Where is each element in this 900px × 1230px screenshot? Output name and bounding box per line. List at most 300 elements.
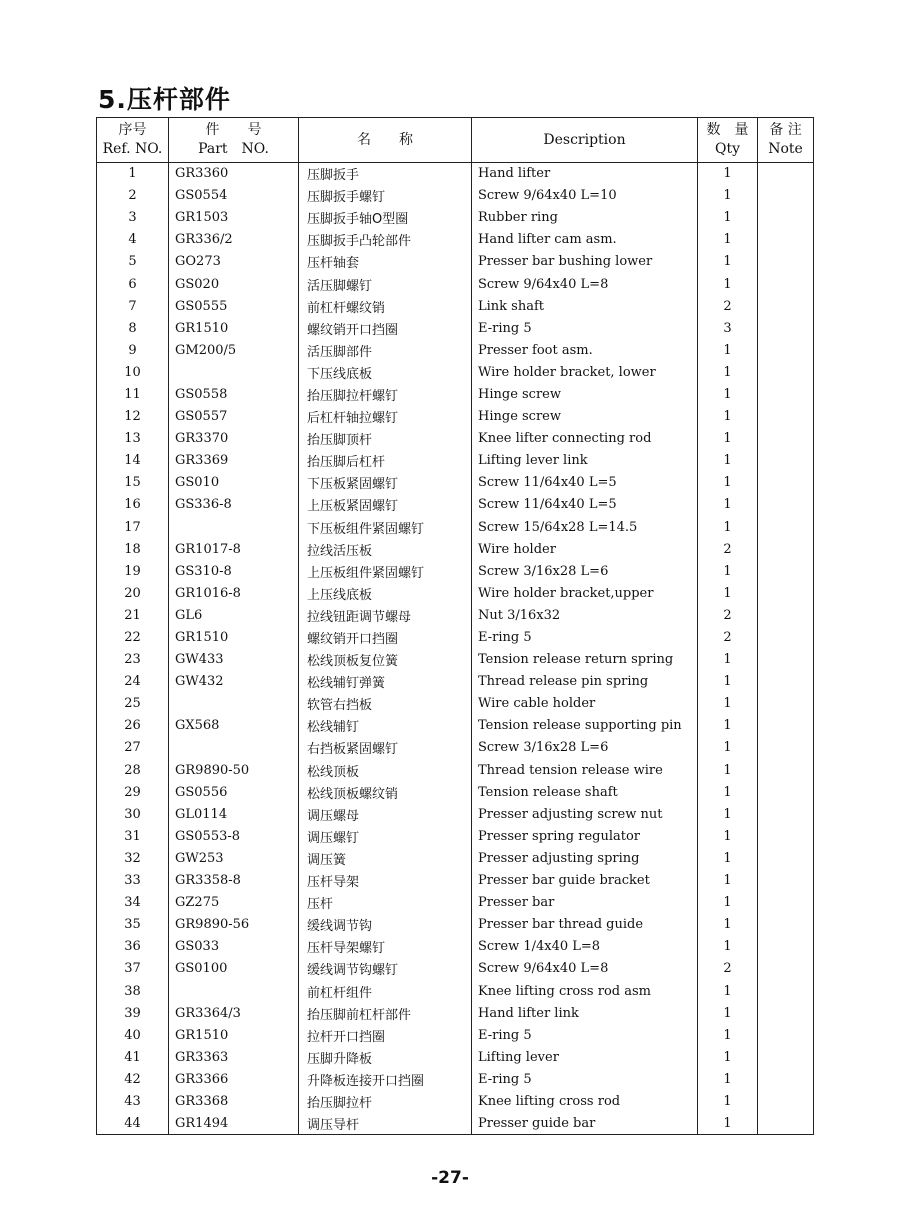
qty-cell: 2 <box>698 295 758 317</box>
table-row <box>97 693 814 715</box>
name-cell: 调压螺钉 <box>299 825 472 847</box>
qty-cell: 1 <box>698 229 758 251</box>
description-cell: Hinge screw <box>472 383 698 405</box>
part-no-cell: GR3363 <box>169 1046 299 1068</box>
note-cell <box>758 516 814 538</box>
qty-cell: 1 <box>698 383 758 405</box>
ref-no-cell: 28 <box>97 759 169 781</box>
note-cell <box>758 229 814 251</box>
table-row <box>97 649 814 671</box>
note-cell <box>758 759 814 781</box>
part-no-cell: GR3366 <box>169 1068 299 1090</box>
part-no-cell: GR336/2 <box>169 229 299 251</box>
table-row <box>97 516 814 538</box>
part-no-cell: GL6 <box>169 604 299 626</box>
qty-cell: 1 <box>698 361 758 383</box>
table-row <box>97 538 814 560</box>
part-no-cell: GS310-8 <box>169 560 299 582</box>
name-cell: 螺纹销开口挡圈 <box>299 317 472 339</box>
qty-cell: 2 <box>698 626 758 648</box>
qty-cell: 2 <box>698 604 758 626</box>
description-cell: E-ring 5 <box>472 1024 698 1046</box>
header-note <box>758 118 814 163</box>
description-cell: Knee lifter connecting rod <box>472 428 698 450</box>
qty-cell: 1 <box>698 1046 758 1068</box>
note-cell <box>758 825 814 847</box>
name-cell: 松线辅钉弹簧 <box>299 671 472 693</box>
table-row <box>97 781 814 803</box>
qty-cell: 1 <box>698 1002 758 1024</box>
part-no-cell <box>169 693 299 715</box>
part-no-cell: GO273 <box>169 251 299 273</box>
note-cell <box>758 295 814 317</box>
description-cell: Wire holder bracket, lower <box>472 361 698 383</box>
part-no-cell: GR1494 <box>169 1113 299 1135</box>
part-no-cell: GR1510 <box>169 1024 299 1046</box>
note-cell <box>758 383 814 405</box>
part-no-cell: GR3360 <box>169 163 299 185</box>
note-cell <box>758 494 814 516</box>
description-cell: Thread release pin spring <box>472 671 698 693</box>
description-cell: Hand lifter cam asm. <box>472 229 698 251</box>
qty-cell: 1 <box>698 671 758 693</box>
note-cell <box>758 251 814 273</box>
header-part-cn: 件 号 <box>205 122 262 138</box>
note-cell <box>758 339 814 361</box>
note-cell <box>758 1113 814 1135</box>
table-row <box>97 1068 814 1090</box>
ref-no-cell: 26 <box>97 715 169 737</box>
description-cell: Hand lifter link <box>472 1002 698 1024</box>
description-cell: Tension release return spring <box>472 649 698 671</box>
part-no-cell: GS020 <box>169 273 299 295</box>
note-cell <box>758 450 814 472</box>
note-cell <box>758 428 814 450</box>
part-no-cell: GR1503 <box>169 207 299 229</box>
description-cell: Presser bar thread guide <box>472 914 698 936</box>
table-row <box>97 273 814 295</box>
name-cell: 活压脚部件 <box>299 339 472 361</box>
ref-no-cell: 30 <box>97 803 169 825</box>
description-cell: Tension release supporting pin <box>472 715 698 737</box>
table-row <box>97 207 814 229</box>
name-cell: 前杠杆组件 <box>299 980 472 1002</box>
ref-no-cell: 15 <box>97 472 169 494</box>
part-no-cell: GW432 <box>169 671 299 693</box>
ref-no-cell: 21 <box>97 604 169 626</box>
qty-cell: 1 <box>698 737 758 759</box>
ref-no-cell: 13 <box>97 428 169 450</box>
name-cell: 拉杆开口挡圈 <box>299 1024 472 1046</box>
description-cell: Lifting lever <box>472 1046 698 1068</box>
description-cell: Presser foot asm. <box>472 339 698 361</box>
description-cell: Wire holder <box>472 538 698 560</box>
note-cell <box>758 980 814 1002</box>
header-ref-no <box>97 118 169 163</box>
name-cell: 松线顶板螺纹销 <box>299 781 472 803</box>
table-row <box>97 825 814 847</box>
ref-no-cell: 31 <box>97 825 169 847</box>
table-row <box>97 870 814 892</box>
note-cell <box>758 936 814 958</box>
ref-no-cell: 12 <box>97 406 169 428</box>
part-no-cell <box>169 737 299 759</box>
table-header-row <box>97 118 814 163</box>
description-cell: Knee lifting cross rod asm <box>472 980 698 1002</box>
name-cell: 松线顶板复位簧 <box>299 649 472 671</box>
table-row <box>97 361 814 383</box>
part-no-cell: GS0553-8 <box>169 825 299 847</box>
name-cell: 压杆导架螺钉 <box>299 936 472 958</box>
qty-cell: 1 <box>698 185 758 207</box>
part-no-cell: GR1510 <box>169 626 299 648</box>
description-cell: Presser adjusting spring <box>472 847 698 869</box>
ref-no-cell: 19 <box>97 560 169 582</box>
qty-cell: 1 <box>698 207 758 229</box>
ref-no-cell: 4 <box>97 229 169 251</box>
page-title: 5.压杆部件 <box>98 85 231 114</box>
qty-cell: 1 <box>698 781 758 803</box>
ref-no-cell: 38 <box>97 980 169 1002</box>
ref-no-cell: 8 <box>97 317 169 339</box>
header-qty <box>698 118 758 163</box>
table-row <box>97 494 814 516</box>
qty-cell: 1 <box>698 494 758 516</box>
table-row <box>97 295 814 317</box>
description-cell: Presser guide bar <box>472 1113 698 1135</box>
header-description <box>472 118 698 163</box>
description-cell: Screw 11/64x40 L=5 <box>472 472 698 494</box>
qty-cell: 1 <box>698 892 758 914</box>
table-row <box>97 1090 814 1112</box>
note-cell <box>758 914 814 936</box>
name-cell: 松线辅钉 <box>299 715 472 737</box>
table-row <box>97 1002 814 1024</box>
description-cell: Screw 9/64x40 L=8 <box>472 958 698 980</box>
ref-no-cell: 14 <box>97 450 169 472</box>
part-no-cell: GS0554 <box>169 185 299 207</box>
qty-cell: 1 <box>698 936 758 958</box>
part-no-cell: GM200/5 <box>169 339 299 361</box>
qty-cell: 1 <box>698 273 758 295</box>
ref-no-cell: 35 <box>97 914 169 936</box>
table-row <box>97 914 814 936</box>
part-no-cell: GL0114 <box>169 803 299 825</box>
name-cell: 压杆导架 <box>299 870 472 892</box>
note-cell <box>758 715 814 737</box>
name-cell: 压杆轴套 <box>299 251 472 273</box>
table-row <box>97 604 814 626</box>
description-cell: Link shaft <box>472 295 698 317</box>
header-qty-en: Qty <box>714 141 740 157</box>
ref-no-cell: 32 <box>97 847 169 869</box>
description-cell: Presser adjusting screw nut <box>472 803 698 825</box>
part-no-cell: GS033 <box>169 936 299 958</box>
description-cell: E-ring 5 <box>472 1068 698 1090</box>
note-cell <box>758 671 814 693</box>
part-no-cell: GS010 <box>169 472 299 494</box>
note-cell <box>758 958 814 980</box>
name-cell: 下压板组件紧固螺钉 <box>299 516 472 538</box>
qty-cell: 1 <box>698 803 758 825</box>
qty-cell: 2 <box>698 538 758 560</box>
note-cell <box>758 604 814 626</box>
part-no-cell <box>169 516 299 538</box>
note-cell <box>758 626 814 648</box>
table-row <box>97 472 814 494</box>
ref-no-cell: 25 <box>97 693 169 715</box>
ref-no-cell: 20 <box>97 582 169 604</box>
ref-no-cell: 11 <box>97 383 169 405</box>
ref-no-cell: 41 <box>97 1046 169 1068</box>
name-cell: 松线顶板 <box>299 759 472 781</box>
description-cell: Nut 3/16x32 <box>472 604 698 626</box>
ref-no-cell: 22 <box>97 626 169 648</box>
description-cell: Tension release shaft <box>472 781 698 803</box>
description-cell: Rubber ring <box>472 207 698 229</box>
qty-cell: 1 <box>698 472 758 494</box>
qty-cell: 1 <box>698 649 758 671</box>
part-no-cell: GR1016-8 <box>169 582 299 604</box>
name-cell: 压脚扳手 <box>299 163 472 185</box>
name-cell: 抬压脚拉杆 <box>299 1090 472 1112</box>
ref-no-cell: 18 <box>97 538 169 560</box>
table-row <box>97 406 814 428</box>
ref-no-cell: 34 <box>97 892 169 914</box>
description-cell: Screw 1/4x40 L=8 <box>472 936 698 958</box>
table-row <box>97 560 814 582</box>
table-row <box>97 1024 814 1046</box>
table-row <box>97 671 814 693</box>
ref-no-cell: 37 <box>97 958 169 980</box>
name-cell: 上压线底板 <box>299 582 472 604</box>
name-cell: 前杠杆螺纹销 <box>299 295 472 317</box>
ref-no-cell: 10 <box>97 361 169 383</box>
description-cell: Screw 3/16x28 L=6 <box>472 560 698 582</box>
header-ref-cn: 序号 <box>118 122 147 138</box>
name-cell: 抬压脚后杠杆 <box>299 450 472 472</box>
table-row <box>97 428 814 450</box>
part-no-cell: GR1017-8 <box>169 538 299 560</box>
name-cell: 缓线调节钩螺钉 <box>299 958 472 980</box>
note-cell <box>758 317 814 339</box>
note-cell <box>758 163 814 185</box>
header-desc-label: Description <box>543 131 626 148</box>
description-cell: Presser bar bushing lower <box>472 251 698 273</box>
description-cell: Screw 9/64x40 L=10 <box>472 185 698 207</box>
ref-no-cell: 27 <box>97 737 169 759</box>
table-row <box>97 737 814 759</box>
note-cell <box>758 185 814 207</box>
description-cell: E-ring 5 <box>472 317 698 339</box>
qty-cell: 1 <box>698 163 758 185</box>
ref-no-cell: 23 <box>97 649 169 671</box>
qty-cell: 1 <box>698 759 758 781</box>
note-cell <box>758 737 814 759</box>
description-cell: Hand lifter <box>472 163 698 185</box>
header-note-en: Note <box>768 141 803 157</box>
note-cell <box>758 870 814 892</box>
table-row <box>97 229 814 251</box>
table-row <box>97 626 814 648</box>
name-cell: 右挡板紧固螺钉 <box>299 737 472 759</box>
qty-cell: 1 <box>698 251 758 273</box>
qty-cell: 1 <box>698 516 758 538</box>
qty-cell: 1 <box>698 560 758 582</box>
description-cell: Lifting lever link <box>472 450 698 472</box>
name-cell: 压脚扳手轴O型圈 <box>299 207 472 229</box>
qty-cell: 1 <box>698 582 758 604</box>
name-cell: 上压板紧固螺钉 <box>299 494 472 516</box>
qty-cell: 1 <box>698 980 758 1002</box>
qty-cell: 1 <box>698 847 758 869</box>
name-cell: 缓线调节钩 <box>299 914 472 936</box>
part-no-cell: GR3358-8 <box>169 870 299 892</box>
name-cell: 后杠杆轴拉螺钉 <box>299 406 472 428</box>
header-ref-en: Ref. NO. <box>102 141 163 157</box>
part-no-cell <box>169 980 299 1002</box>
header-name-cn: 名 称 <box>357 131 413 148</box>
note-cell <box>758 361 814 383</box>
ref-no-cell: 3 <box>97 207 169 229</box>
name-cell: 活压脚螺钉 <box>299 273 472 295</box>
qty-cell: 1 <box>698 428 758 450</box>
ref-no-cell: 24 <box>97 671 169 693</box>
description-cell: Knee lifting cross rod <box>472 1090 698 1112</box>
qty-cell: 1 <box>698 1090 758 1112</box>
description-cell: Screw 15/64x28 L=14.5 <box>472 516 698 538</box>
description-cell: Wire cable holder <box>472 693 698 715</box>
note-cell <box>758 847 814 869</box>
header-qty-cn: 数 量 <box>706 122 749 138</box>
name-cell: 拉线钮距调节螺母 <box>299 604 472 626</box>
part-no-cell <box>169 361 299 383</box>
part-no-cell: GR1510 <box>169 317 299 339</box>
part-no-cell: GR9890-50 <box>169 759 299 781</box>
part-no-cell: GR3364/3 <box>169 1002 299 1024</box>
part-no-cell: GS0557 <box>169 406 299 428</box>
note-cell <box>758 892 814 914</box>
note-cell <box>758 1046 814 1068</box>
ref-no-cell: 33 <box>97 870 169 892</box>
table-row <box>97 958 814 980</box>
note-cell <box>758 472 814 494</box>
name-cell: 压杆 <box>299 892 472 914</box>
note-cell <box>758 582 814 604</box>
name-cell: 升降板连接开口挡圈 <box>299 1068 472 1090</box>
table-row <box>97 1113 814 1135</box>
note-cell <box>758 803 814 825</box>
part-no-cell: GS0558 <box>169 383 299 405</box>
ref-no-cell: 5 <box>97 251 169 273</box>
ref-no-cell: 42 <box>97 1068 169 1090</box>
qty-cell: 2 <box>698 958 758 980</box>
note-cell <box>758 538 814 560</box>
qty-cell: 1 <box>698 406 758 428</box>
note-cell <box>758 560 814 582</box>
table-row <box>97 339 814 361</box>
qty-cell: 3 <box>698 317 758 339</box>
part-no-cell: GR3369 <box>169 450 299 472</box>
qty-cell: 1 <box>698 1068 758 1090</box>
table-row <box>97 185 814 207</box>
ref-no-cell: 6 <box>97 273 169 295</box>
parts-table <box>96 117 814 1135</box>
name-cell: 软管右挡板 <box>299 693 472 715</box>
note-cell <box>758 1002 814 1024</box>
ref-no-cell: 2 <box>97 185 169 207</box>
table-row <box>97 847 814 869</box>
description-cell: Screw 3/16x28 L=6 <box>472 737 698 759</box>
qty-cell: 1 <box>698 1024 758 1046</box>
page-number: -27- <box>431 1168 469 1188</box>
ref-no-cell: 1 <box>97 163 169 185</box>
ref-no-cell: 36 <box>97 936 169 958</box>
table-row <box>97 450 814 472</box>
part-no-cell: GR9890-56 <box>169 914 299 936</box>
part-no-cell: GS336-8 <box>169 494 299 516</box>
table-row <box>97 163 814 185</box>
note-cell <box>758 781 814 803</box>
description-cell: Thread tension release wire <box>472 759 698 781</box>
description-cell: Wire holder bracket,upper <box>472 582 698 604</box>
table-row <box>97 383 814 405</box>
name-cell: 抬压脚拉杆螺钉 <box>299 383 472 405</box>
note-cell <box>758 273 814 295</box>
part-no-cell: GS0100 <box>169 958 299 980</box>
ref-no-cell: 29 <box>97 781 169 803</box>
description-cell: Screw 9/64x40 L=8 <box>472 273 698 295</box>
part-no-cell: GW253 <box>169 847 299 869</box>
ref-no-cell: 40 <box>97 1024 169 1046</box>
name-cell: 拉线活压板 <box>299 538 472 560</box>
description-cell: Presser bar guide bracket <box>472 870 698 892</box>
name-cell: 下压板紧固螺钉 <box>299 472 472 494</box>
header-part-no <box>169 118 299 163</box>
part-no-cell: GR3368 <box>169 1090 299 1112</box>
name-cell: 调压螺母 <box>299 803 472 825</box>
qty-cell: 1 <box>698 693 758 715</box>
name-cell: 抬压脚顶杆 <box>299 428 472 450</box>
qty-cell: 1 <box>698 339 758 361</box>
name-cell: 抬压脚前杠杆部件 <box>299 1002 472 1024</box>
note-cell <box>758 649 814 671</box>
note-cell <box>758 406 814 428</box>
qty-cell: 1 <box>698 914 758 936</box>
part-no-cell: GX568 <box>169 715 299 737</box>
name-cell: 调压簧 <box>299 847 472 869</box>
header-part-en: Part NO. <box>198 141 269 157</box>
ref-no-cell: 39 <box>97 1002 169 1024</box>
name-cell: 下压线底板 <box>299 361 472 383</box>
name-cell: 上压板组件紧固螺钉 <box>299 560 472 582</box>
table-row <box>97 980 814 1002</box>
name-cell: 压脚升降板 <box>299 1046 472 1068</box>
qty-cell: 1 <box>698 715 758 737</box>
description-cell: Presser spring regulator <box>472 825 698 847</box>
qty-cell: 1 <box>698 825 758 847</box>
part-no-cell: GW433 <box>169 649 299 671</box>
table-row <box>97 803 814 825</box>
ref-no-cell: 17 <box>97 516 169 538</box>
ref-no-cell: 43 <box>97 1090 169 1112</box>
table-row <box>97 317 814 339</box>
table-row <box>97 892 814 914</box>
part-no-cell: GS0555 <box>169 295 299 317</box>
note-cell <box>758 693 814 715</box>
table-row <box>97 251 814 273</box>
ref-no-cell: 9 <box>97 339 169 361</box>
